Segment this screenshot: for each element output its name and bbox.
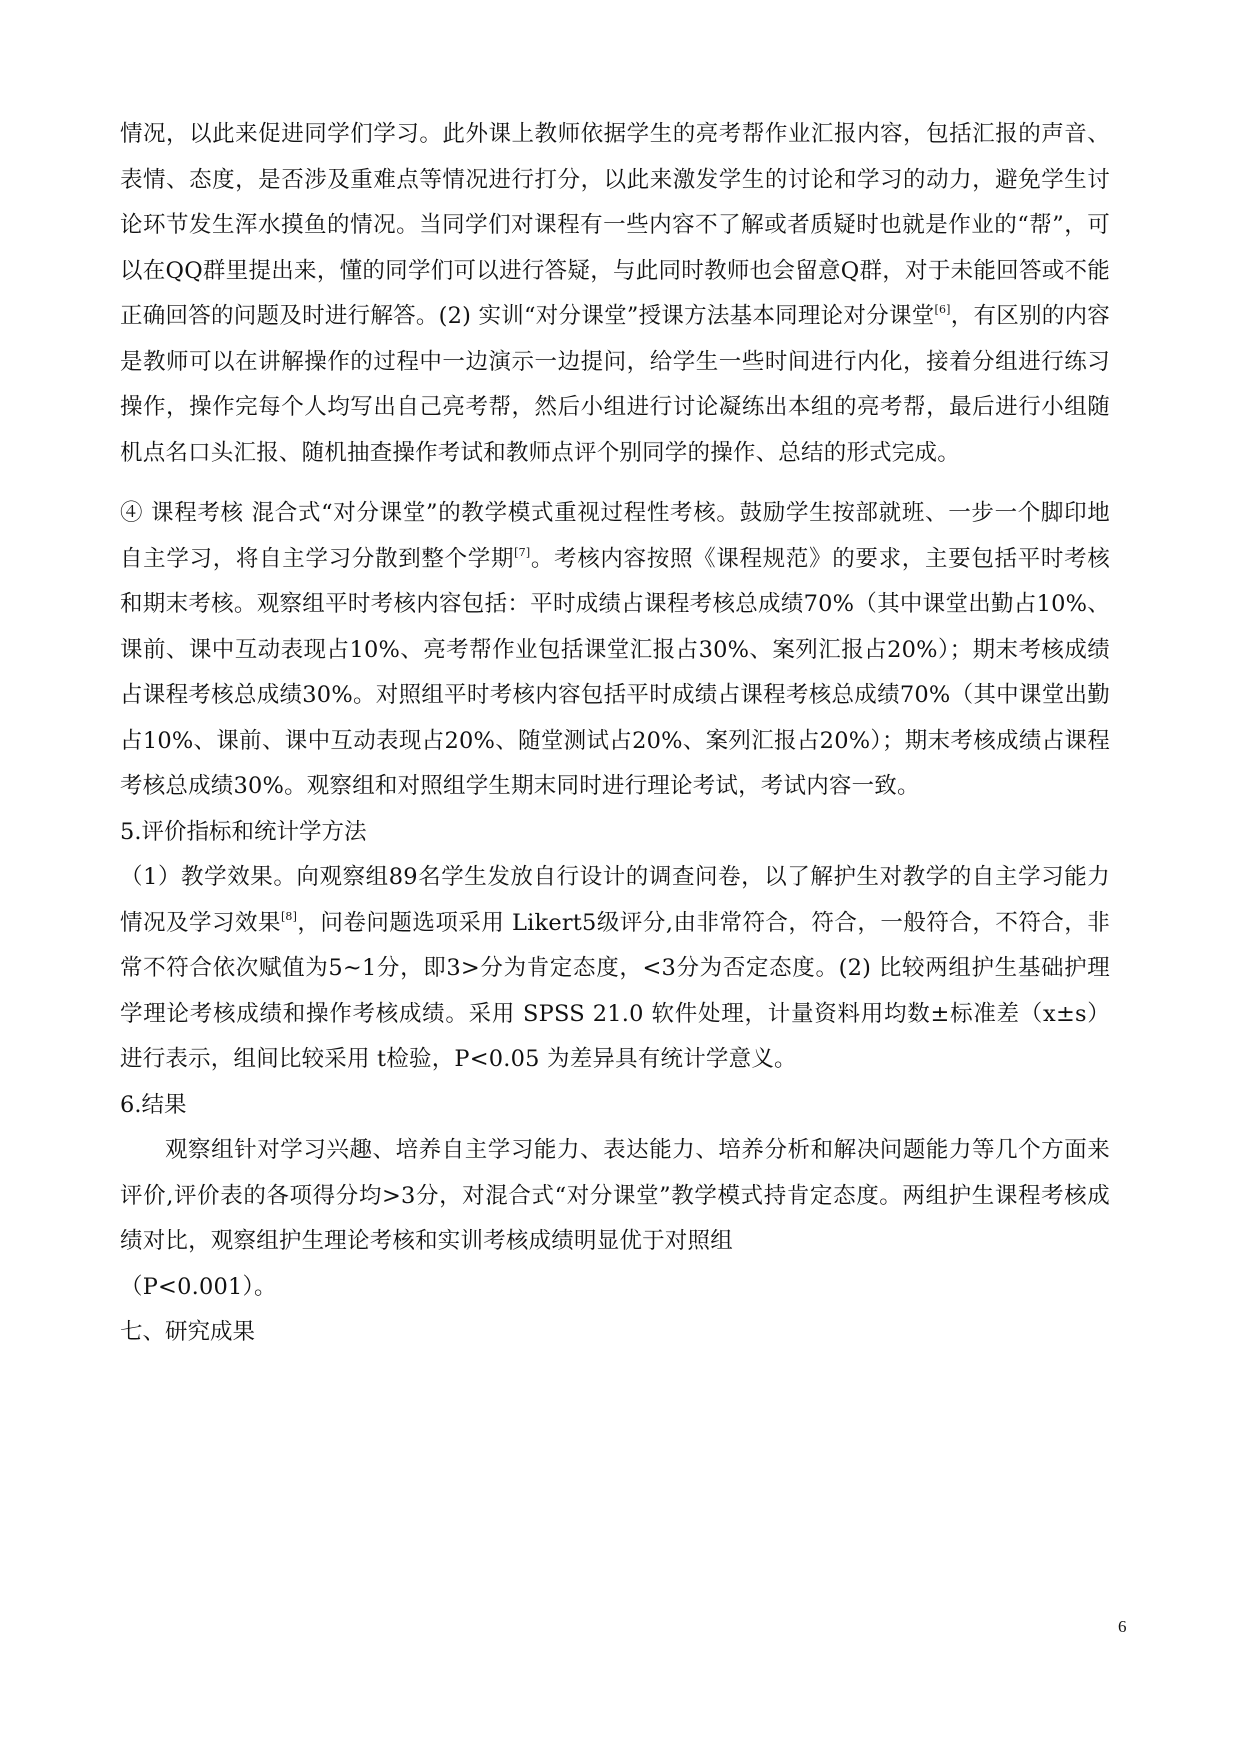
citation-6: [6] [934,303,951,316]
paragraph-text: （1）教学效果。向观察组89名学生发放自行设计的调查问卷，以了解护生对教学的自主学习能力情况及学习效果 [120,864,1110,936]
citation-8: [8] [280,909,298,923]
paragraph-classroom-method [120,112,1110,476]
section-heading-6: 6.结果 [120,1091,187,1118]
paragraph-results: 观察组针对学习兴趣、培养自主学习能力、表达能力、培养分析和解决问题能力等几个方面来评价,评价表的各项得分均>3分，对混合式“对分课堂”教学模式持肯定态度。两组护生课程考核成绩对比，观察组护生理论考核和实训考核成绩明显优于对照组 [120,1137,1110,1254]
section-heading-7: 七、研究成果 [120,1319,256,1345]
section-heading-5: 5.评价指标和统计学方法 [120,818,367,845]
paragraph-evaluation-methods [120,855,1110,1083]
paragraph-text: ，问卷问题选项采用 Likert5级评分,由非常符合，符合，一般符合，不符合，非常不符合依次赋值为5~1分，即3>分为肯定态度，<3分为否定态度。(2) 比较两组护生基础护理学理论考核成绩和操作考核成绩。采用 SPSS 21.0 软件处理，计量资料用均数±标准差（x±s）进行表示，组间比较采用 t检验，P<0.05 为差异具有统计学意义。 [120,909,1110,1072]
citation-7: [7] [514,545,531,559]
paragraph-text: 。考核内容按照《课程规范》的要求，主要包括平时考核和期末考核。观察组平时考核内容包括：平时成绩占课程考核总成绩70%（其中课堂出勤占10%、课前、课中互动表现占10%、亮考帮作业包括课堂汇报占30%、案列汇报占20%）；期末考核成绩占课程考核总成绩30%。对照组平时考核内容包括平时成绩占课程考核总成绩70%（其中课堂出勤占10%、课前、课中互动表现占20%、随堂测试占20%、案列汇报占20%）；期末考核成绩占课程考核总成绩30%。观察组和对照组学生期末同时进行理论考试，考试内容一致。 [120,545,1110,799]
paragraph-text: 情况，以此来促进同学们学习。此外课上教师依据学生的亮考帮作业汇报内容，包括汇报的声音、表情、态度，是否涉及重难点等情况进行打分，以此来激发学生的讨论和学习的动力，避免学生讨论环节发生浑水摸鱼的情况。当同学们对课程有一些内容不了解或者质疑时也就是作业的“帮”，可以在QQ群里提出来，懂的同学们可以进行答疑，与此同时教师也会留意Q群，对于未能回答或不能正确回答的问题及时进行解答。(2) 实训“对分课堂”授课方法基本同理论对分课堂 [120,121,1110,329]
document-page [120,112,1110,1356]
paragraph-text: ，有区别的内容是教师可以在讲解操作的过程中一边演示一边提问，给学生一些时间进行内化，接着分组进行练习操作，操作完每个人均写出自己亮考帮，然后小组进行讨论凝练出本组的亮考帮，最后进行小组随机点名口头汇报、随机抽查操作考试和教师点评个别同学的操作、总结的形式完成。 [120,303,1110,466]
page-number: 6 [1118,1617,1127,1636]
paragraph-results-pvalue: （P<0.001）。 [120,1273,277,1300]
paragraph-course-assessment [120,491,1110,810]
paragraph-text: ④ 课程考核 混合式“对分课堂”的教学模式重视过程性考核。鼓励学生按部就班、一步一个脚印地自主学习，将自主学习分散到整个学期 [120,500,1110,572]
